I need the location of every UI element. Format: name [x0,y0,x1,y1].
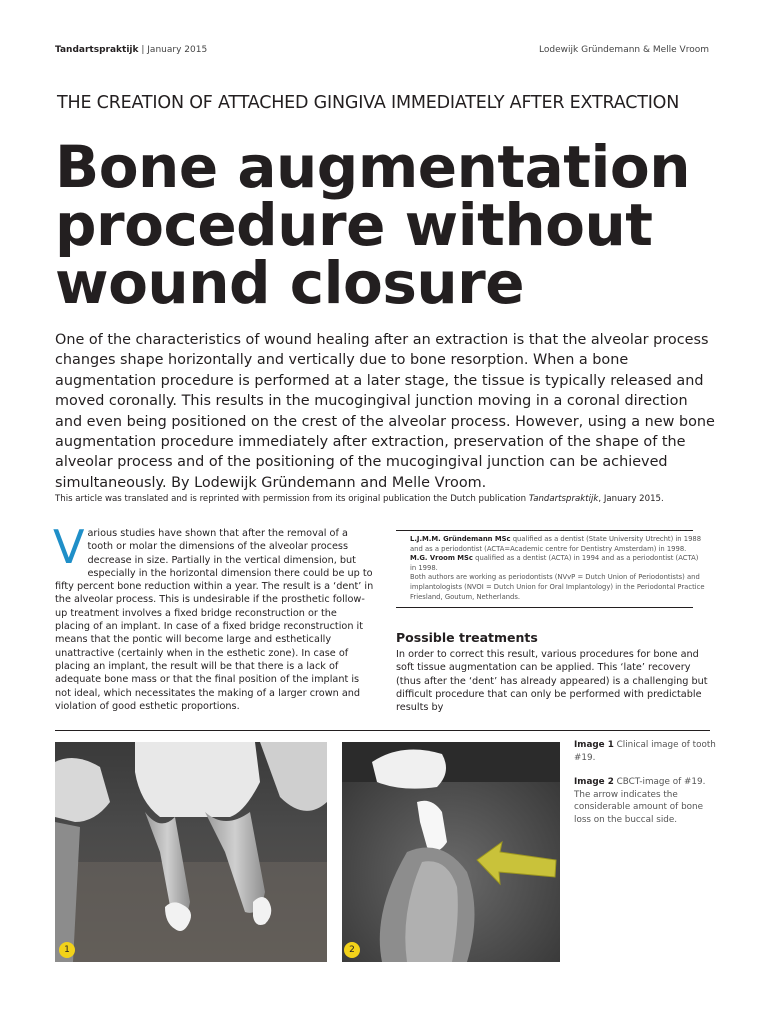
body-column-1 [53,520,375,713]
figure-1-badge: 1 [59,942,75,958]
bio-name-1: L.J.M.M. Gründemann MSc [410,535,511,543]
title-line-1: Bone augmentation [55,133,690,201]
caption-1 [574,739,719,764]
body-column-1-text: arious studies have shown that after the removal of a tooth or molar the dimensions of the alveolar process decrease in size. Partially in the vertical dimension, but especially in the horizontal dimension there could be up to fifty percent bone reduction within a year. The result is a ‘dent’ in the alveolar process. This is undesirable if the prosthetic follow-up treatment involves a fixed bridge reconstruction or the placing of an implant. In case of a fixed bridge reconstruction it means that the pontic will become large and esthetically unattractive (certainly when in the esthetic zone). In case of placing an implant, the result will be that there is a lack of adequate bone mass or that the final position of the implant is not ideal, which necessitates the making of a larger crown and violation of good esthetic proportions. [55,528,374,712]
caption-2-text: CBCT-image of #19. The arrow indicates the considerable amount of bone loss on the buccal side. [574,777,706,825]
article-title [55,133,755,317]
section-heading: Possible treatments [396,630,538,645]
header-separator: | [141,45,145,55]
bio-rule-bottom [396,607,693,608]
figure-1-xray [55,742,327,962]
article-lede: One of the characteristics of wound healing after an extraction is that the alveolar process changes shape horizontally and vertically due to bone resorption. When a bone augmentation procedure is performed at a later stage, the tissue is typically released and moved coronally. This results in the mucogingival junction moving in a coronal direction and even being positioned on the crest of the alveolar process. However, using a new bone augmentation procedure immediately after extraction, preservation of the shape of the alveolar process and of the positioning of the mucogingival junction can be achieved simultaneously. By Lodewijk Gründemann and Melle Vroom. [55,332,715,491]
caption-2-label: Image 2 [574,777,614,787]
bio-text-3: Both authors are working as periodontists (NVvP = Dutch Union of Periodontists) and implantologists (NVOI = Dutch Union for Oral Implantology) in the Periodontal Practice Friesland, Goutum, Netherlands. [410,573,705,601]
title-line-2: procedure without [55,191,653,259]
figure-rule [55,730,710,731]
caption-1-text: Clinical image of tooth #19. [574,740,716,763]
running-header-left [55,45,207,55]
issue-date: January 2015 [147,45,208,55]
bio-rule-top [396,530,693,531]
bio-text-1: qualified as a dentist (State University Utrecht) in 1988 and as a periodontist (ACTA=Academic centre for Dentistry Amsterdam) in 1998. [410,535,702,553]
caption-2 [574,776,719,826]
caption-1-label: Image 1 [574,740,614,750]
translation-note [55,494,735,504]
note-source: Tandartspraktijk [528,494,599,504]
drop-cap: V [53,520,85,574]
figure-2-badge: 2 [344,942,360,958]
bio-name-2: M.G. Vroom MSc [410,554,473,563]
bio-text-2: qualified as a dentist (ACTA) in 1994 and as a periodontist (ACTA) in 1998. [410,554,699,572]
body-column-2: In order to correct this result, various procedures for bone and soft tissue augmentation can be applied. This ‘late’ recovery (thus after the ‘dent’ has already appeared) is a challenging but difficult procedure that can only be performed with predictable results by [396,649,708,714]
figure-2-cbct [342,742,560,962]
cbct-illustration [342,742,560,962]
note-date: , January 2015. [598,494,664,504]
running-header-authors: Lodewijk Gründemann & Melle Vroom [539,45,709,55]
note-text: This article was translated and is reprinted with permission from its original publication the Dutch publication [55,494,529,504]
magazine-name: Tandartspraktijk [55,45,139,55]
author-bio [410,535,705,602]
title-line-3: wound closure [55,249,525,317]
xray-illustration [55,742,327,962]
article-kicker: THE CREATION OF ATTACHED GINGIVA IMMEDIATELY AFTER EXTRACTION [57,93,680,113]
